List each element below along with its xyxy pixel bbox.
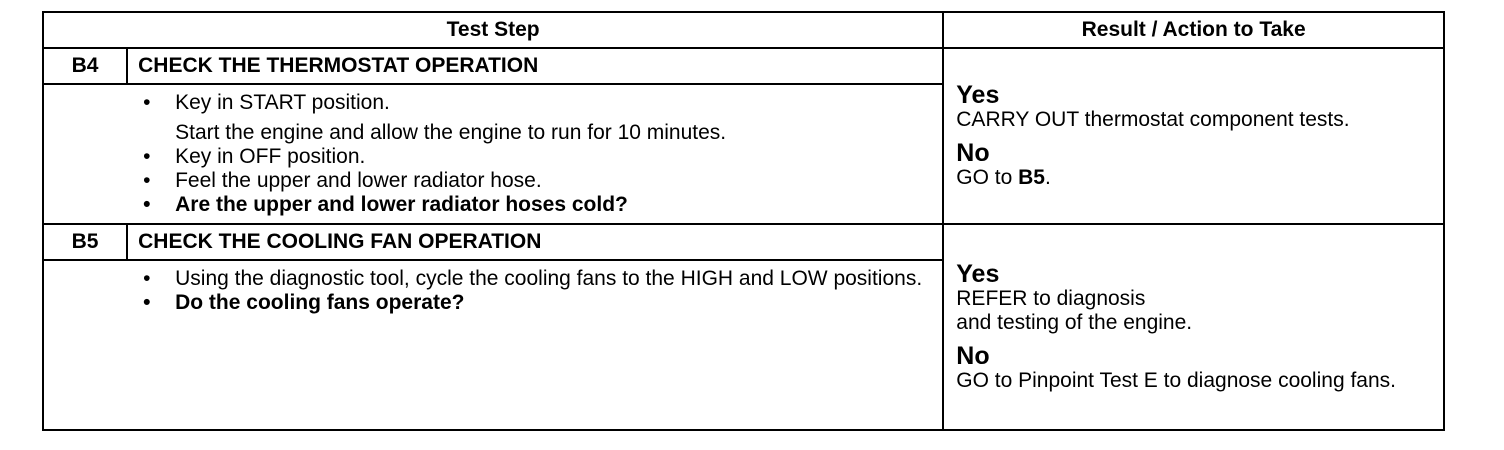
header-row	[43, 12, 1444, 48]
no-action-b4-ref: B5	[1018, 166, 1045, 189]
step-title-b4: CHECK THE THERMOSTAT OPERATION	[127, 48, 943, 84]
header-result-action: Result / Action to Take	[943, 12, 1444, 48]
no-action-b4-prefix: GO to	[956, 166, 1019, 189]
yes-label-b4: Yes	[956, 81, 1000, 109]
list-item	[135, 169, 922, 193]
no-label-b5: No	[956, 342, 990, 370]
step-b4-title-row	[43, 48, 1444, 84]
list-item-text: Key in START position.	[175, 91, 390, 114]
no-action-b5: GO to Pinpoint Test E to diagnose cooling fans.	[956, 369, 1396, 392]
yes-action-b4: CARRY OUT thermostat component tests.	[956, 108, 1350, 131]
step-b4-blank	[43, 84, 127, 224]
step-b5-blank	[43, 260, 127, 430]
instruction-list-b4	[135, 91, 922, 217]
list-item	[135, 91, 922, 115]
bullet-dot: •	[143, 291, 151, 314]
bullet-dot: •	[143, 169, 151, 192]
result-b5	[943, 224, 1444, 430]
list-item-text: Key in OFF position.	[175, 145, 366, 168]
bullet-dot: •	[143, 193, 151, 216]
no-action-b4-suffix: .	[1044, 166, 1051, 189]
bullet-dot: •	[143, 267, 151, 290]
step-title-b5: CHECK THE COOLING FAN OPERATION	[127, 224, 943, 260]
step-body-b4	[127, 84, 943, 224]
yes-action-b5-line1: REFER to diagnosis	[956, 287, 1146, 310]
no-action-b4	[956, 166, 1433, 190]
list-item	[135, 145, 922, 169]
no-label-b4: No	[956, 139, 990, 167]
bullet-dot: •	[143, 145, 151, 168]
list-item-text: Do the cooling fans operate?	[175, 291, 465, 314]
header-test-step: Test Step	[43, 12, 943, 48]
list-item-question	[135, 291, 922, 315]
list-item-text: Are the upper and lower radiator hoses cold?	[175, 193, 628, 216]
yes-action-b5-line2: and testing of the engine.	[956, 311, 1193, 334]
list-item-text: Using the diagnostic tool, cycle the cooling fans to the HIGH and LOW positions.	[175, 267, 923, 290]
yes-label-b5: Yes	[956, 260, 1000, 288]
list-item-question	[135, 193, 922, 217]
list-item	[135, 121, 922, 145]
list-item	[135, 267, 922, 291]
result-b4	[943, 48, 1444, 224]
step-id-b5: B5	[43, 224, 127, 260]
list-item-text: Feel the upper and lower radiator hose.	[175, 169, 542, 192]
pinpoint-test-table	[42, 11, 1445, 431]
step-b5-title-row	[43, 224, 1444, 260]
step-id-b4: B4	[43, 48, 127, 84]
bullet-dot: •	[143, 91, 151, 114]
instruction-list-b5	[135, 267, 922, 315]
step-body-b5	[127, 260, 943, 430]
list-item-text: Start the engine and allow the engine to run for 10 minutes.	[175, 121, 727, 144]
